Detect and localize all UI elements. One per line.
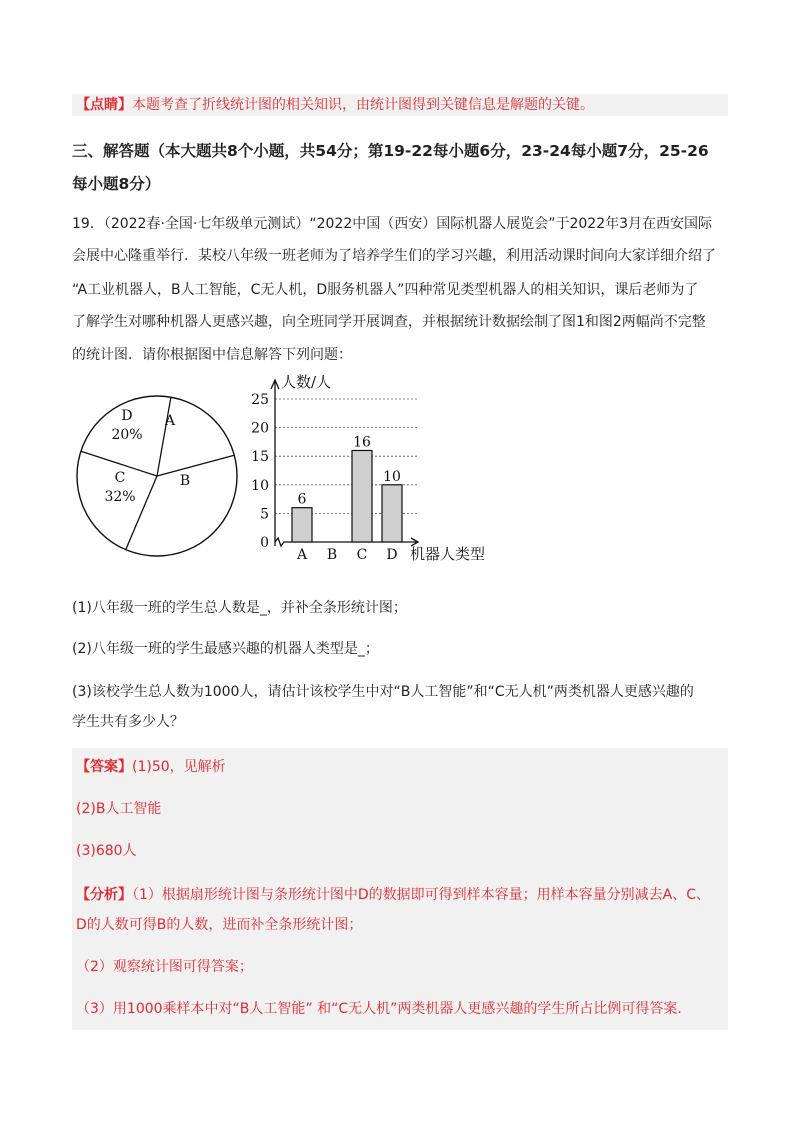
dianjing-note: [72, 94, 728, 116]
pie-slice-label-a: A: [164, 413, 176, 429]
pie-slice-label-c: C: [114, 470, 126, 486]
answer-tag: 【答案】: [76, 759, 132, 775]
y-tick-label-10: 10: [251, 477, 269, 494]
sub-question-3-line2: 学生共有多少人？: [72, 714, 184, 730]
analysis-p2: （2）观察统计图可得答案；: [76, 959, 253, 975]
dianjing-tag: 【点睛】: [76, 97, 132, 113]
analysis-tag: 【分析】: [76, 887, 132, 903]
question-19-line-3: “A工业机器人，B人工智能，C无人机，D服务机器人”四种常见类型机器人的相关知识，课后老师为了: [72, 282, 699, 298]
sub3-line1-text: (3)该校学生总人数为1000人，请估计该校学生中对“B人工智能”和“C无人机”两类机器人更感兴趣的: [72, 684, 694, 700]
bar-value-label-d: 10: [383, 468, 401, 485]
answer-2: (2)B人工智能: [76, 801, 162, 817]
pie-chart: [72, 382, 242, 572]
sub-question-2: (2)八年级一班的学生最感兴趣的机器人类型是_；: [72, 641, 379, 657]
analysis-p3: （3）用1000乘样本中对“B人工智能” 和“C无人机”两类机器人更感兴趣的学生所占比例可得答案．: [76, 1001, 692, 1017]
x-tick-label-a: A: [296, 547, 308, 563]
analysis-p1-line1: （1）根据扇形统计图与条形统计图中D的数据即可得到样本容量；用样本容量分别减去A、C、: [132, 887, 711, 903]
x-tick-label-d: D: [386, 547, 398, 563]
x-axis-title: 机器人类型: [410, 545, 486, 563]
analysis-line1: [76, 884, 710, 904]
answer-analysis-block: [72, 748, 728, 1030]
bar-c: [352, 450, 372, 542]
x-tick-label-c: C: [356, 547, 368, 563]
answer-1: (1)50，见解析: [132, 759, 226, 775]
question-19-line-5: 的统计图．请你根据图中信息解答下列问题：: [72, 347, 352, 363]
bar-chart-marks: [251, 373, 485, 563]
pie-slice-percent-d: 20%: [111, 427, 143, 443]
y-tick-label-5: 5: [260, 506, 269, 523]
question-19-line-2: 会展中心隆重举行．某校八年级一班老师为了培养学生们的学习兴趣，利用活动课时间向大家详细介绍了: [72, 248, 716, 264]
bar-chart: [250, 370, 510, 575]
section-heading-line2: 每小题8分）: [72, 175, 161, 193]
section-heading-line1: 三、解答题（本大题共8个小题，共54分；第19-22每小题6分，23-24每小题7分，25-26: [72, 142, 709, 160]
y-tick-label-15: 15: [251, 449, 269, 466]
question-19-line-4: 了解学生对哪种机器人更感兴趣，向全班同学开展调查，并根据统计数据绘制了图1和图2两幅尚不完整: [72, 314, 706, 330]
bar-value-label-c: 16: [353, 434, 371, 451]
y-tick-label-0: 0: [260, 535, 269, 551]
pie-slice-label-d: D: [121, 408, 133, 424]
dianjing-text: 本题考查了折线统计图的相关知识，由统计图得到关键信息是解题的关键。: [132, 97, 594, 113]
analysis-p1-line2: D的人数可得B的人数，进而补全条形统计图；: [76, 917, 363, 933]
bar-a: [292, 508, 312, 542]
y-axis-title: 人数/人: [281, 373, 332, 391]
sub-question-1: (1)八年级一班的学生总人数是_，并补全条形统计图；: [72, 600, 407, 616]
pie-slice-percent-c: 32%: [104, 489, 136, 505]
pie-chart-slices: [77, 396, 237, 556]
sub-question-3-line1: [72, 681, 728, 701]
question-19-line-1: 19．（2022春·全国·七年级单元测试）“2022中国（西安）国际机器人展览会”于2022年3月在西安国际: [72, 216, 713, 232]
answer-line1: [76, 756, 226, 776]
answer-3: (3)680人: [76, 843, 137, 859]
y-tick-label-25: 25: [251, 392, 269, 408]
x-tick-label-b: B: [326, 547, 338, 563]
bar-value-label-a: 6: [297, 491, 307, 508]
y-tick-label-20: 20: [251, 420, 269, 437]
pie-slice-label-b: B: [179, 473, 191, 489]
bar-d: [382, 485, 402, 542]
